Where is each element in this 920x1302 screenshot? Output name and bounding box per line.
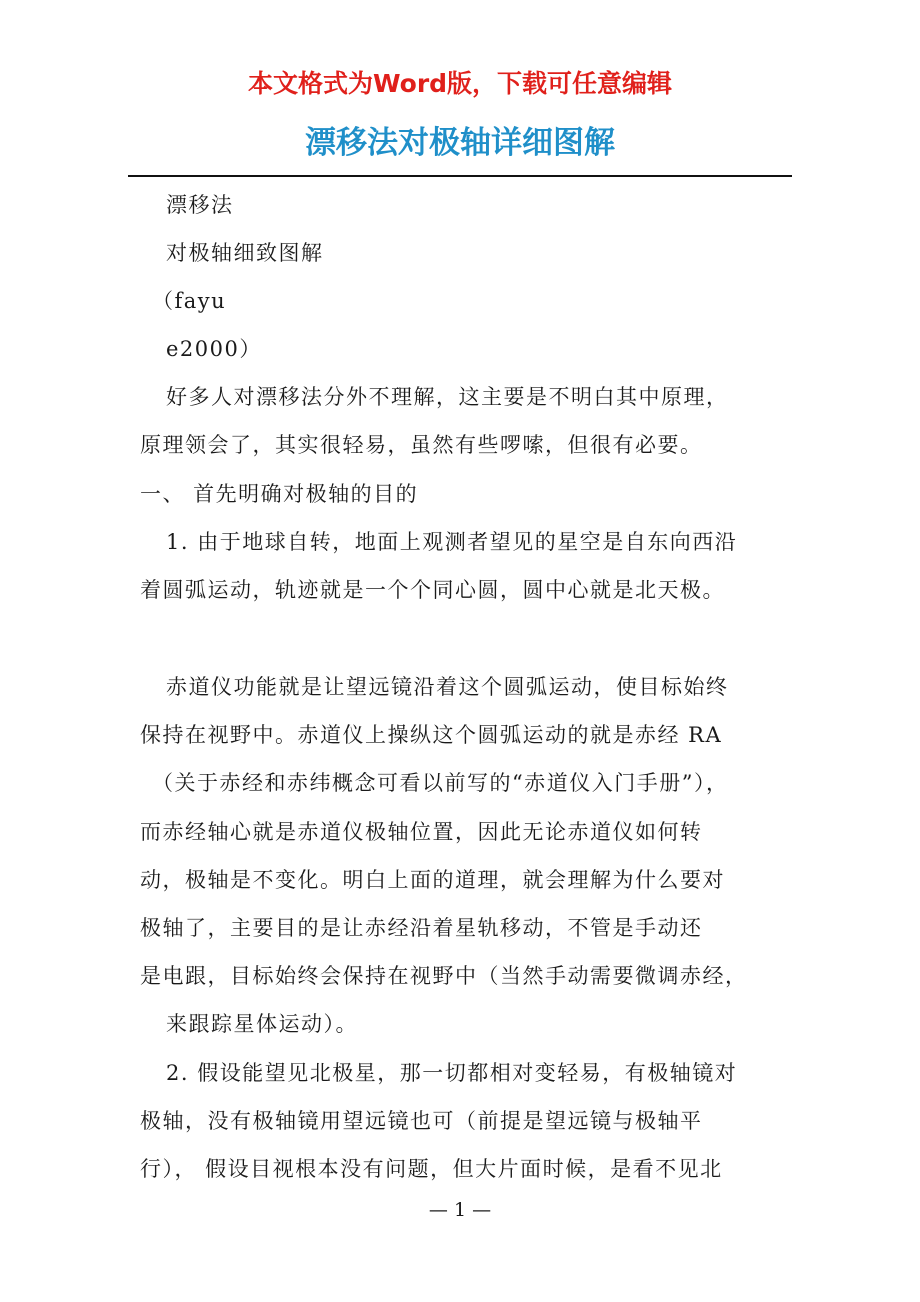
text-line: 行）， 假设目视根本没有问题，但大片面时候，是看不见北	[140, 1157, 723, 1181]
text-line: 漂移法	[166, 193, 234, 217]
text-line: e2000）	[166, 337, 262, 361]
text-line: 好多人对漂移法分外不理解，这主要是不明白其中原理，	[166, 385, 729, 409]
text-line: 而赤经轴心就是赤道仪极轴位置，因此无论赤道仪如何转	[140, 820, 703, 844]
text-line: 极轴了，主要目的是让赤经沿着星轨移动，不管是手动还	[140, 916, 703, 940]
document-title: 漂移法对极轴详细图解	[305, 125, 615, 161]
text-line: 1. 由于地球自转，地面上观测者望见的星空是自东向西沿	[166, 530, 738, 554]
text-line: 动，极轴是不变化。明白上面的道理，就会理解为什么要对	[140, 868, 725, 892]
section-heading: 一、 首先明确对极轴的目的	[140, 482, 419, 506]
text-line: 2. 假设能望见北极星，那一切都相对变轻易，有极轴镜对	[166, 1061, 738, 1085]
title-divider	[128, 175, 792, 177]
format-banner: 本文格式为Word版，下载可任意编辑	[247, 69, 673, 98]
text-line: 保持在视野中。赤道仪上操纵这个圆弧运动的就是赤经 RA	[140, 723, 723, 747]
text-line: 对极轴细致图解	[166, 241, 324, 265]
text-line: 极轴，没有极轴镜用望远镜也可（前提是望远镜与极轴平	[140, 1109, 703, 1133]
text-line: 着圆弧运动，轨迹就是一个个同心圆，圆中心就是北天极。	[140, 578, 725, 602]
text-line: （fayu	[152, 289, 227, 313]
text-line: （关于赤经和赤纬概念可看以前写的“赤道仪入门手册”），	[152, 771, 729, 795]
text-line: 来跟踪星体运动）。	[166, 1012, 358, 1036]
text-line: 是电跟，目标始终会保持在视野中（当然手动需要微调赤经，	[140, 964, 748, 988]
text-line: 原理领会了，其实很轻易，虽然有些啰嗦，但很有必要。	[140, 433, 703, 457]
page-number: — 1 —	[428, 1199, 492, 1221]
text-line: 赤道仪功能就是让望远镜沿着这个圆弧运动，使目标始终	[166, 675, 729, 699]
